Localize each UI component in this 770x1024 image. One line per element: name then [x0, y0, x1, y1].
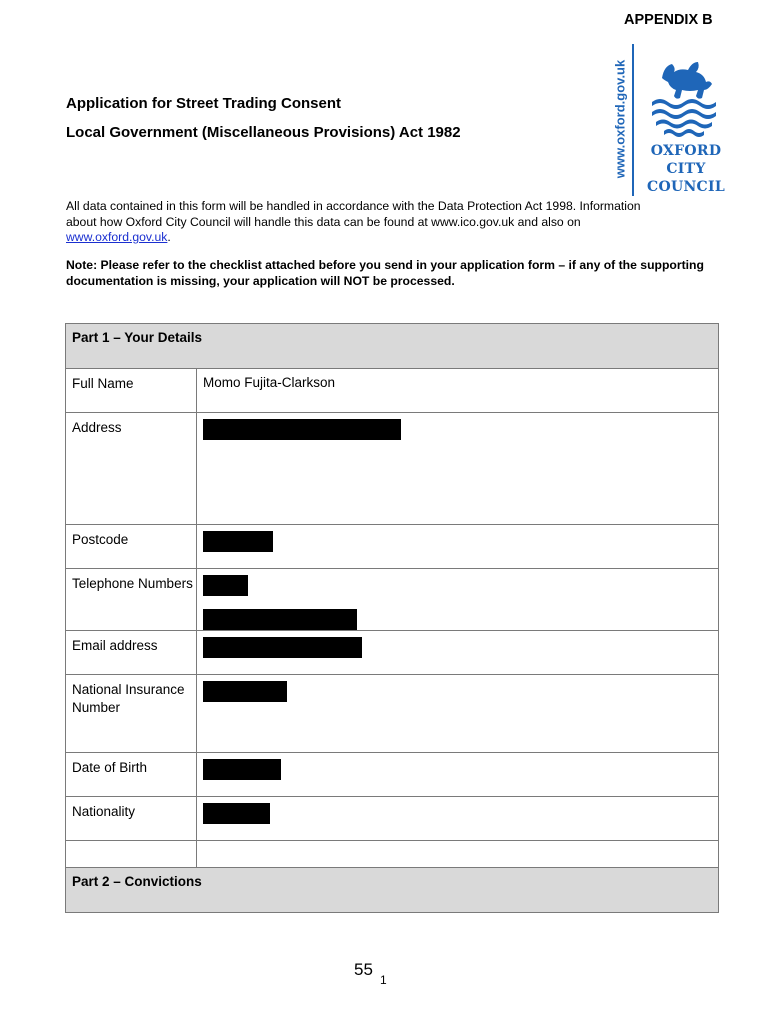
application-form-table	[65, 323, 719, 913]
form-subtitle: Local Government (Miscellaneous Provisions) Act 1982	[66, 124, 461, 141]
checklist-note: Note: Please refer to the checklist attached before you send in your application form – if any of the supporting documentation is missing, your application will NOT be processed.	[66, 258, 704, 288]
empty-cell	[66, 841, 197, 868]
form-title: Application for Street Trading Consent	[66, 95, 342, 112]
logo-divider	[632, 44, 634, 196]
redaction-block	[203, 759, 281, 780]
address-value	[197, 413, 719, 525]
ox-crest-icon	[648, 58, 720, 140]
part1-header: Part 1 – Your Details	[66, 324, 719, 369]
dob-label: Date of Birth	[66, 753, 197, 797]
email-label: Email address	[66, 631, 197, 675]
redaction-block	[203, 419, 401, 440]
page-sub-number: 1	[380, 973, 387, 987]
redaction-block	[203, 803, 270, 824]
part2-header: Part 2 – Convictions	[66, 868, 719, 913]
telephone-label: Telephone Numbers	[66, 569, 197, 631]
address-label: Address	[66, 413, 197, 525]
logo-url-text: www.oxford.gov.uk	[612, 59, 628, 179]
full-name-label: Full Name	[66, 369, 197, 413]
nationality-label: Nationality	[66, 797, 197, 841]
oxford-website-link[interactable]: www.oxford.gov.uk	[66, 230, 168, 244]
logo-wordmark: OXFORD CITY COUNCIL	[647, 143, 725, 195]
dob-value	[197, 753, 719, 797]
oxford-city-council-logo	[606, 40, 732, 202]
full-name-value: Momo Fujita-Clarkson	[197, 369, 719, 413]
empty-cell	[197, 841, 719, 868]
redaction-block	[203, 681, 287, 702]
national-insurance-label: National Insurance Number	[66, 675, 197, 753]
redaction-block	[203, 531, 273, 552]
appendix-label: APPENDIX B	[624, 12, 713, 28]
postcode-value	[197, 525, 719, 569]
telephone-value	[197, 569, 719, 631]
postcode-label: Postcode	[66, 525, 197, 569]
redaction-block	[203, 609, 357, 630]
nationality-value	[197, 797, 719, 841]
data-protection-notice: All data contained in this form will be handled in accordance with the Data Protection Act 1998. Information about how Oxford City Council will handle this data can be found at www.ico.gov.uk and also on www.oxford.gov.uk.	[66, 199, 641, 244]
email-value	[197, 631, 719, 675]
redaction-block	[203, 637, 362, 658]
redaction-block	[203, 575, 248, 596]
national-insurance-value	[197, 675, 719, 753]
page-number: 55	[354, 960, 373, 979]
